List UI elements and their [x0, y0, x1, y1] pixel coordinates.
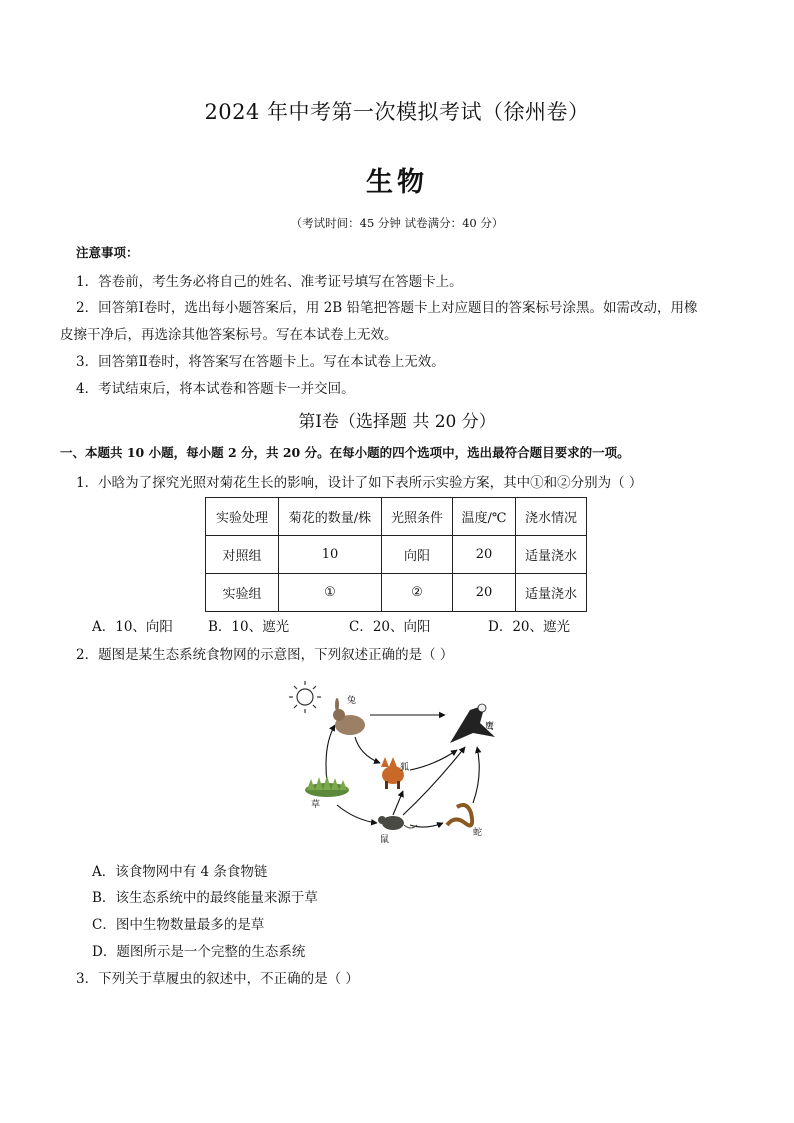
table-cell: 20 [453, 536, 516, 574]
section-instruction: 一、本题共 10 小题，每小题 2 分，共 20 分。在每小题的四个选项中，选出最符合题目要求的一项。 [60, 445, 630, 460]
table-cell: ① [279, 574, 382, 612]
note-item-2: 2．回答第Ⅰ卷时，选出每小题答案后，用 2B 铅笔把答题卡上对应题目的答案标号涂黑。如需改动，用橡 [76, 300, 698, 316]
label-snake: 蛇 [473, 828, 483, 838]
table-cell: 向阳 [382, 536, 453, 574]
section-title: 第Ⅰ卷（选择题 共 20 分） [298, 412, 496, 432]
fox-icon [381, 757, 404, 789]
table-cell: 适量浇水 [516, 574, 587, 612]
q2-option-b[interactable]: B．该生态系统中的最终能量来源于草 [92, 890, 318, 906]
label-grass: 草 [311, 800, 321, 810]
note-item-4: 4．考试结束后，将本试卷和答题卡一并交回。 [76, 381, 355, 397]
table-header-row [206, 498, 587, 536]
label-fox: 狐 [400, 763, 410, 773]
note-item-2-cont: 皮擦干净后，再选涂其他答案标号。写在本试卷上无效。 [60, 327, 398, 343]
subject-title: 生物 [366, 167, 428, 198]
q2-option-d[interactable]: D．题图所示是一个完整的生态系统 [92, 944, 306, 960]
grass-icon [305, 775, 349, 797]
snake-icon [447, 805, 472, 825]
table-header-cell: 菊花的数量/株 [279, 498, 382, 536]
table-header-cell: 实验处理 [206, 498, 279, 536]
table-row [206, 536, 587, 574]
q2-stem: 2．题图是某生态系统食物网的示意图，下列叙述正确的是（ ） [76, 647, 454, 663]
label-mouse: 鼠 [380, 835, 390, 845]
table-cell: 适量浇水 [516, 536, 587, 574]
exam-title: 2024 年中考第一次模拟考试（徐州卷） [204, 100, 590, 124]
note-item-3: 3．回答第Ⅱ卷时，将答案写在答题卡上。写在本试卷上无效。 [76, 354, 445, 370]
q1-option-c[interactable]: C．20、向阳 [349, 619, 431, 635]
exam-info: （考试时间：45 分钟 试卷满分：40 分） [290, 216, 504, 230]
label-rabbit: 兔 [347, 696, 357, 706]
table-cell: 20 [453, 574, 516, 612]
food-web-diagram [285, 675, 515, 850]
q2-option-c[interactable]: C．图中生物数量最多的是草 [92, 917, 265, 933]
table-header-cell: 浇水情况 [516, 498, 587, 536]
table-cell: 10 [279, 536, 382, 574]
q3-stem: 3．下列关于草履虫的叙述中，不正确的是（ ） [76, 971, 359, 987]
table-cell: 对照组 [206, 536, 279, 574]
sun-icon [289, 681, 321, 713]
q1-option-a[interactable]: A．10、向阳 [92, 619, 173, 635]
table-header-cell: 光照条件 [382, 498, 453, 536]
q1-option-d[interactable]: D．20、遮光 [488, 619, 571, 635]
note-item-1: 1．答卷前，考生务必将自己的姓名、准考证号填写在答题卡上。 [76, 274, 463, 290]
table-cell: ② [382, 574, 453, 612]
table-row [206, 574, 587, 612]
mouse-icon [378, 816, 417, 830]
q2-option-a[interactable]: A．该食物网中有 4 条食物链 [92, 864, 268, 880]
q1-stem: 1．小晗为了探究光照对菊花生长的影响，设计了如下表所示实验方案，其中①和②分别为（ ） [76, 475, 643, 491]
table-cell: 实验组 [206, 574, 279, 612]
label-eagle: 鹰 [485, 722, 495, 732]
q1-option-b[interactable]: B．10、遮光 [208, 619, 290, 635]
experiment-table [205, 497, 587, 612]
table-header-cell: 温度/℃ [453, 498, 516, 536]
notes-heading: 注意事项： [76, 245, 139, 260]
